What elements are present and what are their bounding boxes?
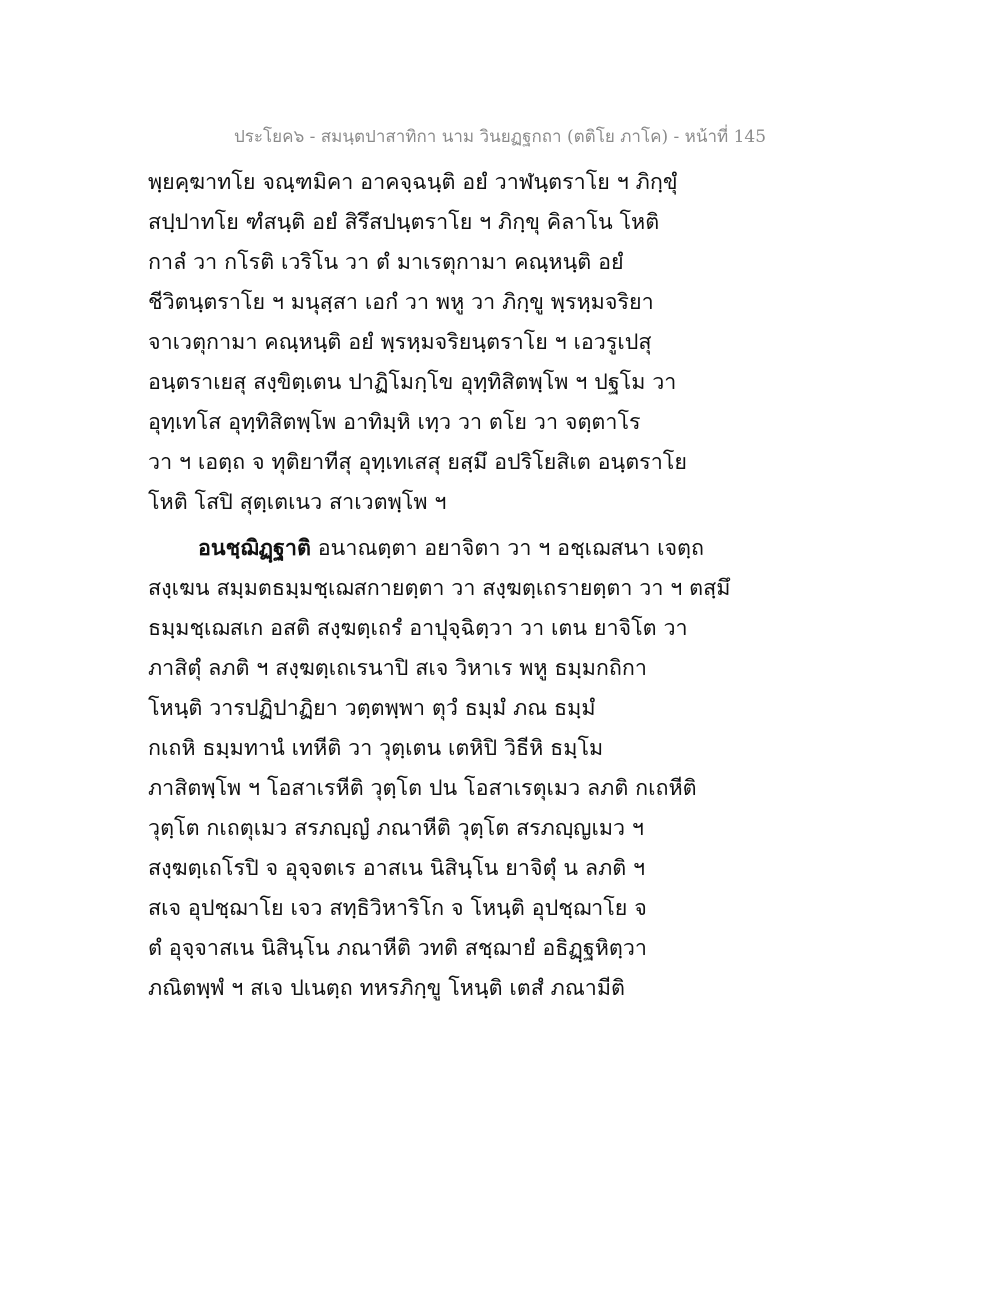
running-header: ประโยค๖ - สมนฺตปาสาทิกา นาม วินยฏฐกถา (ตติโย ภาโค) - หน้าที่ 145: [233, 127, 767, 147]
text-line: โหนฺติ วารปฏิปาฏิยา วตฺตพฺพา ตุวํ ธมฺมํ ภณ ธมฺมํ: [148, 696, 596, 721]
text-line: ตํ อุจฺจาสเน นิสินฺโน ภณาหีติ วทติ สชฺฌายํ อธิฏฺฐหิตฺวา: [148, 936, 647, 961]
text-line: กเถหิ ธมฺมทานํ เทหีติ วา วุตฺเตน เตหิปิ วิธีหิ ธมฺโม: [148, 736, 604, 761]
lead-word: อนชฺฌิฏฺฐาติ: [198, 536, 311, 561]
text-line: ภาสิตพฺโพ ฯ โอสาเรหีติ วุตฺโต ปน โอสาเรตุเมว ลภติ กเถหีติ: [148, 776, 697, 801]
text-line-first: [148, 529, 848, 569]
text-line: โหติ โสปิ สุตฺเตเนว สาเวตพฺโพ ฯ: [148, 490, 447, 515]
text-line: วุตฺโต กเถตุเมว สรภญฺญํ ภณาหีติ วุตฺโต สรภญฺญเมว ฯ: [148, 816, 644, 841]
text-line: กาลํ วา กโรติ เวริโน วา ตํ มาเรตุกามา คณฺหนฺติ อยํ: [148, 250, 624, 275]
paragraph-2: [148, 529, 848, 1009]
text-line: สงฺเฆน สมฺมตธมฺมชฺเฌสกายตฺตา วา สงฺฆตฺเถรายตฺตา วา ฯ ตสฺมึ: [148, 576, 731, 601]
text-line: วา ฯ เอตฺถ จ ทุติยาทีสุ อุทฺเทเสสุ ยสฺมึ อปริโยสิเต อนฺตราโย: [148, 450, 687, 475]
text-line: สงฺฆตฺเถโรปิ จ อุจฺจตเร อาสเน นิสินฺโน ยาจิตุํ น ลภติ ฯ: [148, 856, 646, 881]
text-line: จาเวตุกามา คณฺหนฺติ อยํ พฺรหฺมจริยนฺตราโย ฯ เอวรูเปสุ: [148, 330, 652, 355]
text-line: อนฺตราเยสุ สงฺขิตฺเตน ปาฏิโมกฺโข อุทฺทิสิตพฺโพ ฯ ปฐโม วา: [148, 370, 677, 395]
text-line: ชีวิตนฺตราโย ฯ มนุสฺสา เอกํ วา พหู วา ภิกฺขู พฺรหฺมจริยา: [148, 290, 654, 315]
body-text: [148, 163, 848, 1009]
text-line: อุทฺเทโส อุทฺทิสิตพฺโพ อาทิมฺหิ เทฺว วา ตโย วา จตฺตาโร: [148, 410, 641, 435]
text-line: ธมฺมชฺเฌสเก อสติ สงฺฆตฺเถรํ อาปุจฺฉิตฺวา วา เตน ยาจิโต วา: [148, 616, 688, 641]
text-line: สปฺปาทโย ฑํสนฺติ อยํ สิรึสปนฺตราโย ฯ ภิกฺขุ คิลาโน โหติ: [148, 210, 660, 235]
first-line-rest: อนาณตฺตา อยาจิตา วา ฯ อชฺเฌสนา เจตฺถ: [310, 536, 705, 561]
paragraph-1: [148, 163, 848, 523]
text-line: พฺยคฺฆาทโย จณฺฑมิคา อาคจฺฉนฺติ อยํ วาฬนฺตราโย ฯ ภิกฺขุํ: [148, 170, 678, 195]
text-line: สเจ อุปชฺฌาโย เจว สทฺธิวิหาริโก จ โหนฺติ อุปชฺฌาโย จ: [148, 896, 647, 921]
text-line: ภณิตพฺพํ ฯ สเจ ปเนตฺถ ทหรภิกฺขู โหนฺติ เตสํ ภณามีติ: [148, 976, 625, 1001]
text-line: ภาสิตุํ ลภติ ฯ สงฺฆตฺเถเรนาปิ สเจ วิหาเร พหู ธมฺมกถิกา: [148, 656, 647, 681]
